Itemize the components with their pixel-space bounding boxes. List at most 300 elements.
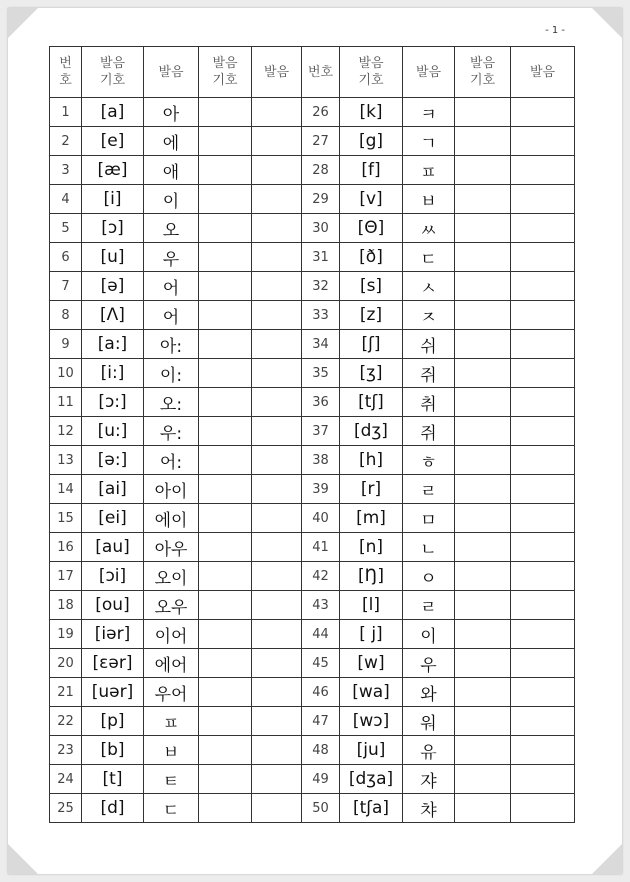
empty-sound-cell xyxy=(252,446,302,475)
row-number: 28 xyxy=(302,156,340,185)
page-corner-fold xyxy=(592,844,622,874)
empty-sound-cell xyxy=(511,243,575,272)
header-label: 발음 xyxy=(469,56,496,71)
korean-sound: ㅍ xyxy=(403,156,455,185)
korean-sound: ㅎ xyxy=(403,446,455,475)
phonetic-symbol: [εər] xyxy=(82,649,144,678)
phonetic-symbol: [iər] xyxy=(82,620,144,649)
page-corner-fold xyxy=(8,8,38,38)
empty-sound-cell xyxy=(252,707,302,736)
row-number: 25 xyxy=(50,794,82,823)
empty-symbol-cell xyxy=(199,446,252,475)
row-number: 37 xyxy=(302,417,340,446)
empty-symbol-cell xyxy=(199,794,252,823)
korean-sound: 우 xyxy=(403,649,455,678)
empty-sound-cell xyxy=(252,359,302,388)
empty-symbol-cell xyxy=(199,678,252,707)
empty-sound-cell xyxy=(511,475,575,504)
empty-symbol-cell xyxy=(455,272,511,301)
empty-symbol-cell xyxy=(455,243,511,272)
empty-sound-cell xyxy=(511,620,575,649)
row-number: 39 xyxy=(302,475,340,504)
phonetic-symbol: [i:] xyxy=(82,359,144,388)
row-number: 20 xyxy=(50,649,82,678)
korean-sound: 취 xyxy=(403,388,455,417)
empty-symbol-cell xyxy=(199,127,252,156)
row-number: 12 xyxy=(50,417,82,446)
row-number: 11 xyxy=(50,388,82,417)
header-label: 발음 xyxy=(263,64,290,80)
empty-sound-cell xyxy=(511,98,575,127)
empty-symbol-cell xyxy=(455,330,511,359)
korean-sound: ㅂ xyxy=(403,185,455,214)
phonetic-symbol: [t] xyxy=(82,765,144,794)
table-row xyxy=(50,388,575,417)
empty-symbol-cell xyxy=(199,214,252,243)
row-number: 41 xyxy=(302,533,340,562)
empty-symbol-cell xyxy=(199,475,252,504)
korean-sound: 아 xyxy=(144,98,199,127)
korean-sound: 이: xyxy=(144,359,199,388)
row-number: 1 xyxy=(50,98,82,127)
korean-sound: 우: xyxy=(144,417,199,446)
phonetic-symbol: [dʒ] xyxy=(340,417,403,446)
row-number: 35 xyxy=(302,359,340,388)
phonetic-symbol: [ju] xyxy=(340,736,403,765)
empty-symbol-cell xyxy=(199,301,252,330)
empty-sound-cell xyxy=(511,707,575,736)
empty-symbol-cell xyxy=(455,127,511,156)
korean-sound: 아우 xyxy=(144,533,199,562)
phonetic-symbol: [ j] xyxy=(340,620,403,649)
phonetic-symbol: [p] xyxy=(82,707,144,736)
table-row xyxy=(50,504,575,533)
phonetic-symbol: [ʒ] xyxy=(340,359,403,388)
korean-sound: 아이 xyxy=(144,475,199,504)
korean-sound: ㄴ xyxy=(403,533,455,562)
empty-sound-cell xyxy=(252,214,302,243)
korean-sound: 에 xyxy=(144,127,199,156)
empty-sound-cell xyxy=(252,765,302,794)
empty-symbol-cell xyxy=(199,185,252,214)
empty-sound-cell xyxy=(252,475,302,504)
korean-sound: 이어 xyxy=(144,620,199,649)
empty-sound-cell xyxy=(511,330,575,359)
table-row xyxy=(50,272,575,301)
table-row xyxy=(50,98,575,127)
row-number: 17 xyxy=(50,562,82,591)
header-label: 번 xyxy=(59,56,72,71)
empty-symbol-cell xyxy=(199,98,252,127)
phonetic-symbol: [z] xyxy=(340,301,403,330)
korean-sound: 오이 xyxy=(144,562,199,591)
header-symbol xyxy=(340,47,403,98)
table-row xyxy=(50,330,575,359)
empty-sound-cell xyxy=(252,98,302,127)
phonetic-symbol: [m] xyxy=(340,504,403,533)
header-symbol xyxy=(82,47,144,98)
korean-sound: 오우 xyxy=(144,591,199,620)
table-row xyxy=(50,620,575,649)
empty-sound-cell xyxy=(252,330,302,359)
korean-sound: 쟈 xyxy=(403,765,455,794)
table-row xyxy=(50,736,575,765)
table-row xyxy=(50,301,575,330)
header-label: 번호 xyxy=(307,64,334,80)
empty-sound-cell xyxy=(511,185,575,214)
phonetic-symbol: [uər] xyxy=(82,678,144,707)
row-number: 7 xyxy=(50,272,82,301)
empty-symbol-cell xyxy=(199,359,252,388)
empty-sound-cell xyxy=(511,388,575,417)
table-row xyxy=(50,678,575,707)
row-number: 10 xyxy=(50,359,82,388)
empty-sound-cell xyxy=(511,591,575,620)
phonetic-symbol: [dʒa] xyxy=(340,765,403,794)
korean-sound: 오 xyxy=(144,214,199,243)
phonetic-symbol: [ei] xyxy=(82,504,144,533)
korean-sound: ㅌ xyxy=(144,765,199,794)
empty-symbol-cell xyxy=(199,562,252,591)
empty-symbol-cell xyxy=(199,620,252,649)
header-label: 기호 xyxy=(469,73,496,88)
empty-sound-cell xyxy=(511,765,575,794)
phonetic-symbol: [ʃ] xyxy=(340,330,403,359)
korean-sound: 쥐 xyxy=(403,359,455,388)
korean-sound: 쉬 xyxy=(403,330,455,359)
empty-sound-cell xyxy=(252,301,302,330)
phonetic-symbol: [æ] xyxy=(82,156,144,185)
phonetic-symbol: [w] xyxy=(340,649,403,678)
row-number: 6 xyxy=(50,243,82,272)
korean-sound: 워 xyxy=(403,707,455,736)
phonetic-symbol: [v] xyxy=(340,185,403,214)
phonetic-symbol: [ɔ] xyxy=(82,214,144,243)
row-number: 29 xyxy=(302,185,340,214)
phonetic-symbol: [g] xyxy=(340,127,403,156)
empty-symbol-cell xyxy=(199,243,252,272)
empty-symbol-cell xyxy=(199,707,252,736)
empty-sound-cell xyxy=(511,562,575,591)
empty-sound-cell xyxy=(511,649,575,678)
empty-sound-cell xyxy=(252,678,302,707)
header-number xyxy=(50,47,82,98)
empty-sound-cell xyxy=(511,533,575,562)
empty-symbol-cell xyxy=(199,272,252,301)
table-row xyxy=(50,794,575,823)
phonetic-symbol: [s] xyxy=(340,272,403,301)
phonetic-symbol: [ɔi] xyxy=(82,562,144,591)
phonetic-symbol: [k] xyxy=(340,98,403,127)
row-number: 50 xyxy=(302,794,340,823)
row-number: 44 xyxy=(302,620,340,649)
empty-sound-cell xyxy=(511,214,575,243)
empty-sound-cell xyxy=(511,446,575,475)
phonetic-symbol: [i] xyxy=(82,185,144,214)
table-row xyxy=(50,707,575,736)
korean-sound: ㄷ xyxy=(403,243,455,272)
empty-symbol-cell xyxy=(199,504,252,533)
phonetic-symbol: [u] xyxy=(82,243,144,272)
header-label: 발음 xyxy=(212,56,238,71)
empty-symbol-cell xyxy=(455,185,511,214)
row-number: 40 xyxy=(302,504,340,533)
empty-sound-cell xyxy=(252,504,302,533)
empty-sound-cell xyxy=(252,533,302,562)
table-row xyxy=(50,156,575,185)
korean-sound: ㅆ xyxy=(403,214,455,243)
phonetic-symbol: [Θ] xyxy=(340,214,403,243)
empty-sound-cell xyxy=(511,417,575,446)
phonetic-symbol: [r] xyxy=(340,475,403,504)
table-row xyxy=(50,359,575,388)
empty-symbol-cell xyxy=(455,533,511,562)
empty-sound-cell xyxy=(252,649,302,678)
header-symbol-extra xyxy=(199,47,252,98)
phonetic-symbol: [ai] xyxy=(82,475,144,504)
empty-symbol-cell xyxy=(455,707,511,736)
empty-sound-cell xyxy=(511,678,575,707)
phonetic-symbol: [tʃ] xyxy=(340,388,403,417)
korean-sound: 어 xyxy=(144,301,199,330)
empty-symbol-cell xyxy=(455,736,511,765)
korean-sound: 어 xyxy=(144,272,199,301)
phonetic-symbol: [n] xyxy=(340,533,403,562)
table-row xyxy=(50,214,575,243)
phonetic-symbol: [ð] xyxy=(340,243,403,272)
header-sound-extra xyxy=(511,47,575,98)
phonetic-symbol: [ə:] xyxy=(82,446,144,475)
empty-symbol-cell xyxy=(199,533,252,562)
header-label: 발음 xyxy=(99,56,126,71)
table-row xyxy=(50,475,575,504)
header-label: 기호 xyxy=(99,73,126,88)
row-number: 34 xyxy=(302,330,340,359)
empty-sound-cell xyxy=(252,620,302,649)
empty-symbol-cell xyxy=(199,330,252,359)
korean-sound: ㄹ xyxy=(403,475,455,504)
empty-symbol-cell xyxy=(455,620,511,649)
empty-symbol-cell xyxy=(199,591,252,620)
row-number: 43 xyxy=(302,591,340,620)
table-row xyxy=(50,243,575,272)
korean-sound: ㅅ xyxy=(403,272,455,301)
phonetic-symbol: [wɔ] xyxy=(340,707,403,736)
row-number: 49 xyxy=(302,765,340,794)
phonetic-symbol: [tʃa] xyxy=(340,794,403,823)
empty-symbol-cell xyxy=(199,417,252,446)
empty-sound-cell xyxy=(252,127,302,156)
table-row xyxy=(50,562,575,591)
row-number: 45 xyxy=(302,649,340,678)
empty-sound-cell xyxy=(252,417,302,446)
korean-sound: 챠 xyxy=(403,794,455,823)
empty-sound-cell xyxy=(511,794,575,823)
korean-sound: 우 xyxy=(144,243,199,272)
phonetic-symbol: [wa] xyxy=(340,678,403,707)
row-number: 23 xyxy=(50,736,82,765)
row-number: 18 xyxy=(50,591,82,620)
empty-sound-cell xyxy=(252,388,302,417)
korean-sound: ㅇ xyxy=(403,562,455,591)
empty-symbol-cell xyxy=(455,678,511,707)
row-number: 2 xyxy=(50,127,82,156)
table-row xyxy=(50,417,575,446)
empty-symbol-cell xyxy=(455,156,511,185)
header-sound xyxy=(403,47,455,98)
row-number: 26 xyxy=(302,98,340,127)
empty-sound-cell xyxy=(252,794,302,823)
header-label: 발음 xyxy=(158,64,184,80)
row-number: 21 xyxy=(50,678,82,707)
header-label: 기호 xyxy=(358,73,384,88)
korean-sound: 유 xyxy=(403,736,455,765)
korean-sound: ㅍ xyxy=(144,707,199,736)
empty-symbol-cell xyxy=(455,504,511,533)
empty-symbol-cell xyxy=(455,562,511,591)
phonetic-symbol: [h] xyxy=(340,446,403,475)
phonetic-symbol: [u:] xyxy=(82,417,144,446)
phonetic-symbol: [b] xyxy=(82,736,144,765)
empty-symbol-cell xyxy=(455,475,511,504)
korean-sound: 와 xyxy=(403,678,455,707)
row-number: 3 xyxy=(50,156,82,185)
row-number: 8 xyxy=(50,301,82,330)
row-number: 22 xyxy=(50,707,82,736)
table-header-row xyxy=(50,47,575,98)
page-number: - 1 - xyxy=(545,25,565,36)
phonetic-symbol: [Ŋ] xyxy=(340,562,403,591)
header-sound xyxy=(144,47,199,98)
korean-sound: ㅂ xyxy=(144,736,199,765)
row-number: 48 xyxy=(302,736,340,765)
empty-symbol-cell xyxy=(455,649,511,678)
row-number: 27 xyxy=(302,127,340,156)
korean-sound: 에어 xyxy=(144,649,199,678)
empty-sound-cell xyxy=(511,359,575,388)
table-row xyxy=(50,185,575,214)
korean-sound: 아: xyxy=(144,330,199,359)
phonetic-symbol: [Λ] xyxy=(82,301,144,330)
empty-sound-cell xyxy=(252,272,302,301)
empty-sound-cell xyxy=(511,301,575,330)
table-row xyxy=(50,591,575,620)
row-number: 42 xyxy=(302,562,340,591)
row-number: 31 xyxy=(302,243,340,272)
row-number: 19 xyxy=(50,620,82,649)
empty-symbol-cell xyxy=(455,301,511,330)
phonetic-symbol: [au] xyxy=(82,533,144,562)
korean-sound: ㅁ xyxy=(403,504,455,533)
empty-sound-cell xyxy=(252,185,302,214)
empty-symbol-cell xyxy=(455,446,511,475)
row-number: 15 xyxy=(50,504,82,533)
phonetic-symbol: [ɔ:] xyxy=(82,388,144,417)
empty-symbol-cell xyxy=(455,591,511,620)
row-number: 47 xyxy=(302,707,340,736)
table-row xyxy=(50,765,575,794)
header-label: 발음 xyxy=(358,56,384,71)
row-number: 9 xyxy=(50,330,82,359)
korean-sound: 이 xyxy=(403,620,455,649)
korean-sound: 우어 xyxy=(144,678,199,707)
empty-symbol-cell xyxy=(455,417,511,446)
korean-sound: ㅈ xyxy=(403,301,455,330)
korean-sound: ㄹ xyxy=(403,591,455,620)
empty-symbol-cell xyxy=(455,388,511,417)
table-row xyxy=(50,533,575,562)
empty-sound-cell xyxy=(252,562,302,591)
header-symbol-extra xyxy=(455,47,511,98)
empty-sound-cell xyxy=(511,504,575,533)
empty-symbol-cell xyxy=(199,156,252,185)
row-number: 13 xyxy=(50,446,82,475)
empty-sound-cell xyxy=(252,736,302,765)
empty-symbol-cell xyxy=(199,649,252,678)
row-number: 46 xyxy=(302,678,340,707)
header-number xyxy=(302,47,340,98)
header-sound-extra xyxy=(252,47,302,98)
korean-sound: ㄷ xyxy=(144,794,199,823)
row-number: 14 xyxy=(50,475,82,504)
korean-sound: 애 xyxy=(144,156,199,185)
empty-sound-cell xyxy=(511,736,575,765)
header-label: 발음 xyxy=(529,64,556,80)
empty-sound-cell xyxy=(252,243,302,272)
header-label: 호 xyxy=(59,73,72,88)
row-number: 4 xyxy=(50,185,82,214)
empty-sound-cell xyxy=(511,156,575,185)
row-number: 38 xyxy=(302,446,340,475)
phonetic-symbol: [l] xyxy=(340,591,403,620)
phonetic-symbol: [ə] xyxy=(82,272,144,301)
table-body xyxy=(50,98,575,823)
empty-symbol-cell xyxy=(455,359,511,388)
page-corner-fold xyxy=(592,8,622,38)
table-row xyxy=(50,446,575,475)
empty-symbol-cell xyxy=(455,794,511,823)
korean-sound: ㅋ xyxy=(403,98,455,127)
empty-symbol-cell xyxy=(455,765,511,794)
header-label: 발음 xyxy=(415,64,442,80)
row-number: 33 xyxy=(302,301,340,330)
phonetic-symbol: [d] xyxy=(82,794,144,823)
korean-sound: ㄱ xyxy=(403,127,455,156)
empty-symbol-cell xyxy=(455,98,511,127)
empty-symbol-cell xyxy=(455,214,511,243)
row-number: 30 xyxy=(302,214,340,243)
pronunciation-table xyxy=(49,46,575,823)
phonetic-symbol: [f] xyxy=(340,156,403,185)
row-number: 5 xyxy=(50,214,82,243)
row-number: 32 xyxy=(302,272,340,301)
empty-symbol-cell xyxy=(199,765,252,794)
row-number: 16 xyxy=(50,533,82,562)
empty-symbol-cell xyxy=(199,388,252,417)
row-number: 24 xyxy=(50,765,82,794)
page-corner-fold xyxy=(8,844,38,874)
korean-sound: 오: xyxy=(144,388,199,417)
header-label: 기호 xyxy=(212,73,238,88)
korean-sound: 어: xyxy=(144,446,199,475)
phonetic-symbol: [a] xyxy=(82,98,144,127)
korean-sound: 에이 xyxy=(144,504,199,533)
empty-sound-cell xyxy=(252,591,302,620)
empty-sound-cell xyxy=(511,127,575,156)
korean-sound: 이 xyxy=(144,185,199,214)
table-row xyxy=(50,649,575,678)
table-row xyxy=(50,127,575,156)
